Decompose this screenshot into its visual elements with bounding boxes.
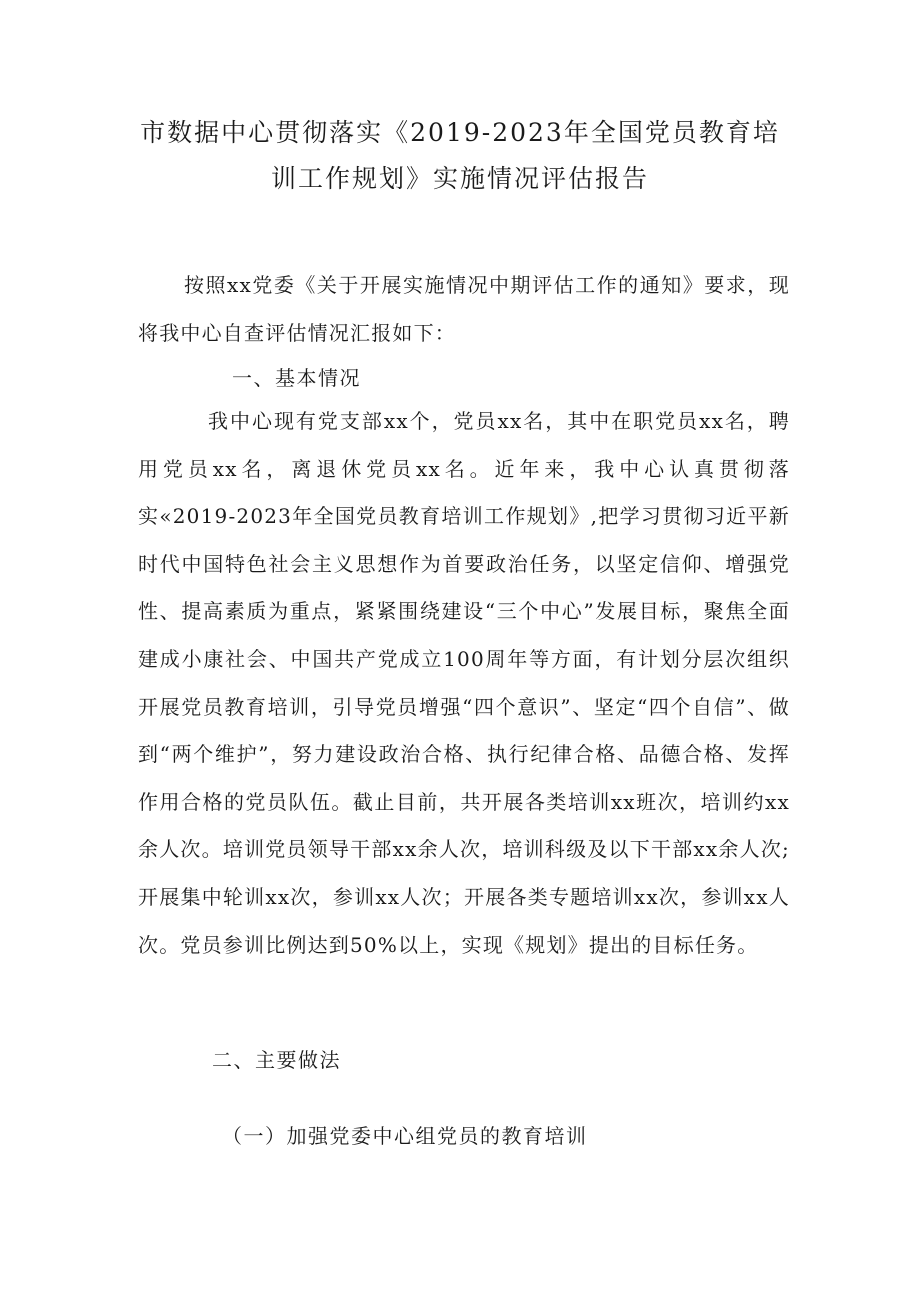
title-line-2: 训工作规划》实施情况评估报告 — [270, 164, 649, 193]
title-line-1: 市数据中心贯彻落实《2019-2023年全国党员教育培 — [140, 118, 780, 147]
intro-paragraph: 按照xx党委《关于开展实施情况中期评估工作的通知》要求，现将我中心自查评估情况汇报如下： — [138, 273, 790, 345]
section-heading-basic: 一、基本情况 — [232, 366, 361, 390]
document-title — [120, 110, 800, 202]
basic-situation-paragraph: 我中心现有党支部xx个，党员xx名，其中在职党员xx名，聘用党员xx名，离退休党员xx名。近年来，我中心认真贯彻落实«2019-2023年全国党员教育培训工作规划》,把学习贯彻习近平新时代中国特色社会主义思想作为首要政治任务，以坚定信仰、增强党性、提高素质为重点，紧紧围绕建设“三个中心”发展目标，聚焦全面建成小康社会、中国共产党成立100周年等方面，有计划分层次组织开展党员教育培训，引导党员增强“四个意识”、坚定“四个自信”、做到“两个维护”，努力建设政治合格、执行纪律合格、品德合格、发挥作用合格的党员队伍。截止目前，共开展各类培训xx班次，培训约xx余人次。培训党员领导干部xx余人次，培训科级及以下干部xx余人次;开展集中轮训xx次，参训xx人次；开展各类专题培训xx次，参训xx人次。党员参训比例达到50%以上，实现《规划》提出的目标任务。 — [138, 409, 790, 957]
subsection-heading-1: （一）加强党委中心组党员的教育培训 — [222, 1124, 588, 1148]
section-heading-practices: 二、主要做法 — [212, 1048, 341, 1072]
